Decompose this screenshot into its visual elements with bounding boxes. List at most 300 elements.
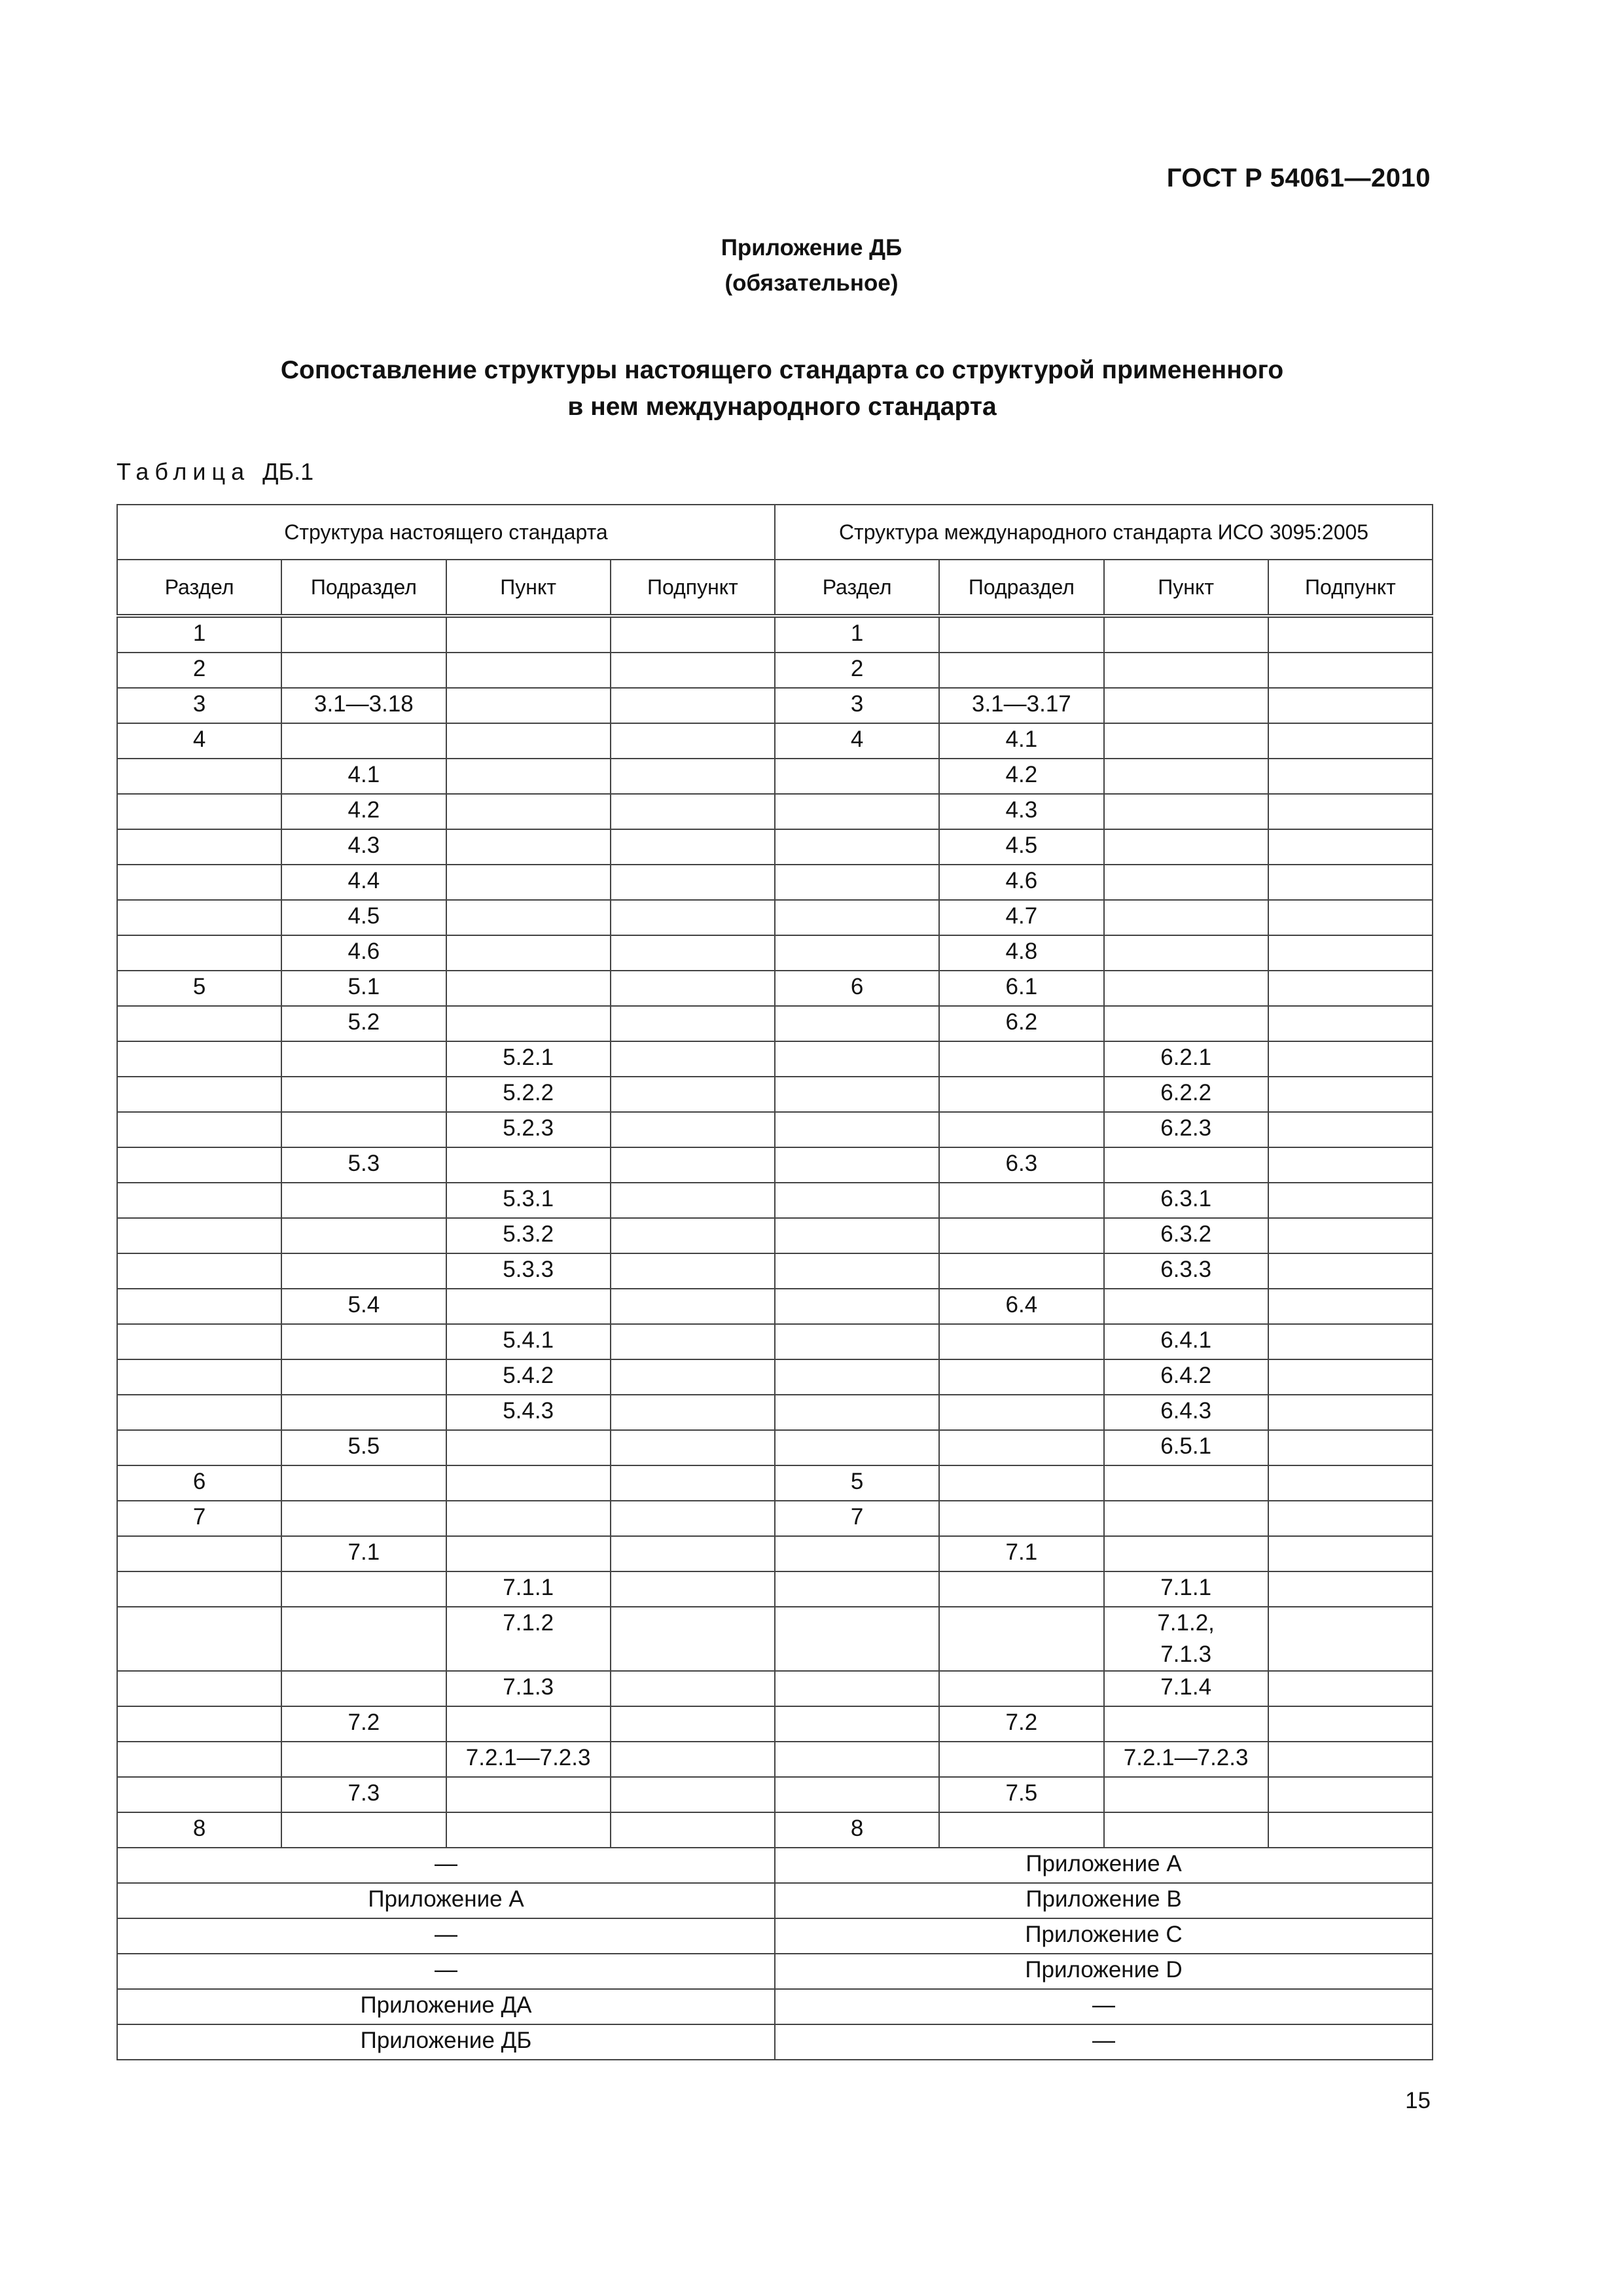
table-cell — [939, 1218, 1103, 1253]
table-row — [117, 1706, 1433, 1742]
table-cell — [446, 829, 611, 865]
table-row — [117, 1112, 1433, 1147]
column-header: Пункт — [1104, 560, 1268, 616]
table-cell — [281, 1218, 446, 1253]
table-cell — [117, 1359, 281, 1395]
table-cell — [1104, 723, 1268, 759]
table-cell — [611, 1671, 775, 1706]
table-cell — [117, 1324, 281, 1359]
table-cell — [611, 1395, 775, 1430]
table-cell: 7.1.1 — [446, 1571, 611, 1607]
table-cell: 7.1 — [281, 1536, 446, 1571]
table-cell — [939, 1395, 1103, 1430]
column-header: Раздел — [775, 560, 939, 616]
table-cell: 5.3.2 — [446, 1218, 611, 1253]
table-cell — [446, 1006, 611, 1041]
table-cell — [1268, 1777, 1433, 1812]
table-caption-word: Таблица — [116, 458, 251, 485]
table-cell: 4.1 — [281, 759, 446, 794]
appendix-cell: Приложение ДБ — [117, 2024, 775, 2060]
table-cell — [1268, 1006, 1433, 1041]
appendix-cell: — — [117, 1848, 775, 1883]
table-cell — [117, 1742, 281, 1777]
table-cell: 4.5 — [281, 900, 446, 935]
table-cell — [939, 653, 1103, 688]
table-row — [117, 829, 1433, 865]
table-cell: 7 — [775, 1501, 939, 1536]
table-cell — [611, 688, 775, 723]
table-cell — [611, 829, 775, 865]
table-cell — [1104, 794, 1268, 829]
table-row — [117, 1571, 1433, 1607]
appendix-cell: Приложение ДА — [117, 1989, 775, 2024]
table-cell — [1104, 865, 1268, 900]
table-cell — [1268, 1607, 1433, 1671]
table-cell — [939, 616, 1103, 653]
table-cell: 6 — [775, 971, 939, 1006]
table-cell — [939, 1359, 1103, 1395]
table-cell — [446, 1289, 611, 1324]
table-cell — [281, 1359, 446, 1395]
table-cell — [611, 1253, 775, 1289]
table-cell: 6.1 — [939, 971, 1103, 1006]
table-cell: 3.1—3.18 — [281, 688, 446, 723]
table-cell — [281, 1501, 446, 1536]
table-cell — [1104, 1536, 1268, 1571]
table-cell — [939, 1077, 1103, 1112]
table-cell — [1104, 759, 1268, 794]
table-cell — [775, 1536, 939, 1571]
table-cell — [117, 1041, 281, 1077]
table-cell: 5.5 — [281, 1430, 446, 1465]
appendix-cell: Приложение В — [775, 1883, 1433, 1918]
table-cell — [1268, 971, 1433, 1006]
table-cell: 7.3 — [281, 1777, 446, 1812]
table-row — [117, 759, 1433, 794]
appendix-cell: — — [117, 1918, 775, 1954]
table-caption — [116, 458, 313, 486]
table-cell — [281, 1607, 446, 1671]
table-cell — [281, 1112, 446, 1147]
table-cell — [1268, 1812, 1433, 1848]
table-cell: 7.1.4 — [1104, 1671, 1268, 1706]
table-cell — [611, 1742, 775, 1777]
table-row — [117, 1289, 1433, 1324]
table-cell: 1 — [775, 616, 939, 653]
group-header-iso-standard: Структура международного стандарта ИСО 3095:2005 — [775, 505, 1433, 560]
table-cell: 4.3 — [939, 794, 1103, 829]
table-cell — [1268, 1147, 1433, 1183]
table-cell — [611, 865, 775, 900]
table-column-header-row — [117, 560, 1433, 616]
table-cell — [611, 723, 775, 759]
table-cell — [117, 1147, 281, 1183]
table-cell: 6 — [117, 1465, 281, 1501]
table-cell — [1268, 794, 1433, 829]
appendix-row — [117, 1848, 1433, 1883]
table-cell — [117, 1571, 281, 1607]
table-cell: 6.4.2 — [1104, 1359, 1268, 1395]
table-cell — [939, 1671, 1103, 1706]
table-row — [117, 1607, 1433, 1671]
table-cell: 3 — [117, 688, 281, 723]
table-cell: 7.2 — [939, 1706, 1103, 1742]
table-cell — [775, 1183, 939, 1218]
table-cell: 5.4 — [281, 1289, 446, 1324]
table-cell — [1104, 1006, 1268, 1041]
table-cell — [1104, 1147, 1268, 1183]
table-cell — [1104, 1706, 1268, 1742]
table-cell: 7.5 — [939, 1777, 1103, 1812]
table-cell — [446, 759, 611, 794]
table-cell — [775, 1289, 939, 1324]
table-cell: 6.2 — [939, 1006, 1103, 1041]
table-cell — [775, 1041, 939, 1077]
table-cell — [775, 1777, 939, 1812]
appendix-title: Приложение ДБ — [721, 235, 902, 260]
table-cell — [281, 1671, 446, 1706]
table-cell — [775, 865, 939, 900]
table-row — [117, 1395, 1433, 1430]
table-cell: 1 — [117, 616, 281, 653]
table-cell: 6.5.1 — [1104, 1430, 1268, 1465]
table-cell: 6.4.3 — [1104, 1395, 1268, 1430]
table-cell — [117, 1536, 281, 1571]
table-cell — [446, 653, 611, 688]
table-cell: 5 — [775, 1465, 939, 1501]
table-cell-line: 7.1.3 — [1160, 1641, 1212, 1667]
table-cell — [281, 1183, 446, 1218]
table-cell — [1268, 1289, 1433, 1324]
table-cell — [446, 1501, 611, 1536]
table-cell — [446, 794, 611, 829]
table-cell — [611, 1289, 775, 1324]
table-cell — [611, 794, 775, 829]
table-cell — [611, 1112, 775, 1147]
table-row — [117, 1742, 1433, 1777]
column-header: Подраздел — [939, 560, 1103, 616]
table-cell: 5.2.1 — [446, 1041, 611, 1077]
table-cell — [1268, 1671, 1433, 1706]
table-cell — [611, 1465, 775, 1501]
table-cell — [611, 1147, 775, 1183]
table-cell — [1268, 1536, 1433, 1571]
table-cell — [117, 1112, 281, 1147]
table-cell — [281, 1571, 446, 1607]
table-cell: 2 — [117, 653, 281, 688]
table-cell — [939, 1812, 1103, 1848]
appendix-heading — [0, 230, 1623, 301]
table-cell: 6.2.1 — [1104, 1041, 1268, 1077]
table-row — [117, 971, 1433, 1006]
table-cell — [611, 900, 775, 935]
table-cell — [775, 1324, 939, 1359]
table-cell — [775, 829, 939, 865]
table-row — [117, 1324, 1433, 1359]
table-cell — [939, 1430, 1103, 1465]
table-row — [117, 1430, 1433, 1465]
appendix-row — [117, 2024, 1433, 2060]
column-header: Пункт — [446, 560, 611, 616]
table-cell — [446, 688, 611, 723]
table-cell — [1268, 1324, 1433, 1359]
table-row — [117, 1253, 1433, 1289]
table-cell: 4.6 — [939, 865, 1103, 900]
appendix-row — [117, 1918, 1433, 1954]
table-cell — [117, 1430, 281, 1465]
table-cell — [1268, 1465, 1433, 1501]
table-cell — [446, 616, 611, 653]
appendix-cell: Приложение D — [775, 1954, 1433, 1989]
table-cell — [446, 900, 611, 935]
table-cell: 4.3 — [281, 829, 446, 865]
table-cell — [281, 653, 446, 688]
table-cell — [775, 759, 939, 794]
table-cell: 6.4 — [939, 1289, 1103, 1324]
appendix-row — [117, 1883, 1433, 1918]
table-row — [117, 723, 1433, 759]
table-cell — [117, 1777, 281, 1812]
table-cell — [611, 1218, 775, 1253]
table-cell: 7.1.3 — [446, 1671, 611, 1706]
column-header: Подпункт — [611, 560, 775, 616]
table-row — [117, 1006, 1433, 1041]
table-cell — [446, 971, 611, 1006]
table-cell — [611, 1706, 775, 1742]
table-cell — [1104, 935, 1268, 971]
table-row — [117, 1812, 1433, 1848]
table-cell — [611, 935, 775, 971]
page-number: 15 — [1405, 2088, 1431, 2113]
table-cell — [446, 865, 611, 900]
table-row — [117, 616, 1433, 653]
table-cell — [611, 1536, 775, 1571]
table-cell — [1268, 900, 1433, 935]
table-cell: 6.3.2 — [1104, 1218, 1268, 1253]
table-cell — [611, 1359, 775, 1395]
table-cell — [611, 653, 775, 688]
table-row — [117, 1218, 1433, 1253]
table-row — [117, 1359, 1433, 1395]
table-cell — [1104, 829, 1268, 865]
table-cell — [611, 971, 775, 1006]
table-cell — [775, 1395, 939, 1430]
document-code: ГОСТ Р 54061—2010 — [1166, 164, 1431, 192]
table-cell: 5.4.1 — [446, 1324, 611, 1359]
table-cell — [446, 935, 611, 971]
table-cell: 6.3.1 — [1104, 1183, 1268, 1218]
table-cell — [117, 865, 281, 900]
table-cell — [939, 1465, 1103, 1501]
table-cell — [1268, 1218, 1433, 1253]
table-row — [117, 688, 1433, 723]
table-caption-number: ДБ.1 — [262, 458, 314, 485]
table-cell: 4.1 — [939, 723, 1103, 759]
table-cell — [117, 935, 281, 971]
table-cell — [446, 1706, 611, 1742]
table-cell — [1268, 616, 1433, 653]
table-cell: 7.1.1 — [1104, 1571, 1268, 1607]
table-cell — [939, 1041, 1103, 1077]
table-cell — [939, 1324, 1103, 1359]
table-cell — [1268, 1077, 1433, 1112]
table-cell — [281, 1077, 446, 1112]
table-cell — [1104, 1812, 1268, 1848]
table-cell — [1268, 1742, 1433, 1777]
table-cell — [1268, 1706, 1433, 1742]
table-cell — [775, 1607, 939, 1671]
table-cell — [117, 1253, 281, 1289]
table-cell — [775, 1706, 939, 1742]
table-cell: 6.3 — [939, 1147, 1103, 1183]
table-cell — [939, 1607, 1103, 1671]
table-cell: 4.8 — [939, 935, 1103, 971]
table-cell — [117, 1607, 281, 1671]
table-cell — [775, 900, 939, 935]
table-cell — [117, 1218, 281, 1253]
table-cell — [611, 1077, 775, 1112]
table-cell — [1268, 1395, 1433, 1430]
table-cell: 5.3.1 — [446, 1183, 611, 1218]
table-cell — [281, 616, 446, 653]
column-header: Подпункт — [1268, 560, 1433, 616]
table-cell — [117, 1395, 281, 1430]
appendix-cell: Приложение А — [775, 1848, 1433, 1883]
table-cell: 5.1 — [281, 971, 446, 1006]
table-cell — [1104, 1607, 1268, 1671]
table-cell — [1268, 759, 1433, 794]
table-cell — [1268, 935, 1433, 971]
table-cell — [117, 900, 281, 935]
table-cell — [611, 1041, 775, 1077]
table-cell: 4.2 — [939, 759, 1103, 794]
table-cell — [611, 1324, 775, 1359]
table-cell — [611, 1501, 775, 1536]
table-cell: 6.2.2 — [1104, 1077, 1268, 1112]
table-cell — [611, 1006, 775, 1041]
table-cell — [939, 1742, 1103, 1777]
table-cell: 5.3.3 — [446, 1253, 611, 1289]
table-cell — [446, 1812, 611, 1848]
table-cell — [611, 1777, 775, 1812]
table-cell — [281, 1395, 446, 1430]
table-cell — [117, 1289, 281, 1324]
table-cell — [281, 1465, 446, 1501]
table-cell: 4 — [775, 723, 939, 759]
table-cell: 6.2.3 — [1104, 1112, 1268, 1147]
table-cell: 7.1.2 — [446, 1607, 611, 1671]
table-cell — [1268, 1253, 1433, 1289]
table-cell — [117, 1077, 281, 1112]
table-cell — [775, 1253, 939, 1289]
table-cell — [1268, 1501, 1433, 1536]
table-cell: 4.4 — [281, 865, 446, 900]
table-cell — [775, 794, 939, 829]
table-cell: 5.2.2 — [446, 1077, 611, 1112]
table-cell: 6.3.3 — [1104, 1253, 1268, 1289]
table-cell: 8 — [775, 1812, 939, 1848]
table-cell — [1268, 1571, 1433, 1607]
appendix-cell: Приложение С — [775, 1918, 1433, 1954]
table-cell — [281, 1324, 446, 1359]
table-cell — [117, 1006, 281, 1041]
table-cell — [1104, 688, 1268, 723]
table-cell: 8 — [117, 1812, 281, 1848]
table-cell — [117, 1706, 281, 1742]
table-cell — [1104, 653, 1268, 688]
table-cell — [1104, 1501, 1268, 1536]
table-cell: 7.1 — [939, 1536, 1103, 1571]
table-cell — [281, 1812, 446, 1848]
table-row — [117, 1465, 1433, 1501]
table-cell — [775, 1077, 939, 1112]
table-cell — [775, 935, 939, 971]
table-cell: 3.1—3.17 — [939, 688, 1103, 723]
table-cell: 2 — [775, 653, 939, 688]
table-cell — [281, 1742, 446, 1777]
table-cell — [611, 616, 775, 653]
table-row — [117, 1147, 1433, 1183]
table-cell — [775, 1359, 939, 1395]
table-cell — [446, 1465, 611, 1501]
table-cell — [775, 1112, 939, 1147]
appendix-cell: — — [775, 2024, 1433, 2060]
table-row — [117, 1501, 1433, 1536]
table-cell-line: 7.1.2, — [1157, 1610, 1215, 1636]
group-header-this-standard: Структура настоящего стандарта — [117, 505, 775, 560]
table-row — [117, 935, 1433, 971]
table-cell — [775, 1218, 939, 1253]
table-cell — [117, 759, 281, 794]
table-cell — [446, 1147, 611, 1183]
appendix-row — [117, 1989, 1433, 2024]
table-cell: 6.4.1 — [1104, 1324, 1268, 1359]
table-cell: 5 — [117, 971, 281, 1006]
table-cell — [611, 1812, 775, 1848]
table-cell — [281, 723, 446, 759]
table-cell: 4.6 — [281, 935, 446, 971]
table-cell — [775, 1430, 939, 1465]
table-cell — [117, 829, 281, 865]
table-cell: 5.4.3 — [446, 1395, 611, 1430]
table-cell — [939, 1253, 1103, 1289]
structure-comparison-table — [116, 504, 1433, 2060]
table-cell — [1268, 829, 1433, 865]
table-row — [117, 794, 1433, 829]
table-cell — [1268, 1359, 1433, 1395]
table-cell — [1268, 865, 1433, 900]
table-cell: 7 — [117, 1501, 281, 1536]
table-cell — [1268, 1041, 1433, 1077]
table-cell: 5.2 — [281, 1006, 446, 1041]
table-cell: 7.2 — [281, 1706, 446, 1742]
table-row — [117, 1183, 1433, 1218]
table-cell — [446, 1536, 611, 1571]
table-row — [117, 1671, 1433, 1706]
table-cell: 5.2.3 — [446, 1112, 611, 1147]
table-cell — [611, 1430, 775, 1465]
table-row — [117, 900, 1433, 935]
column-header: Подраздел — [281, 560, 446, 616]
column-header: Раздел — [117, 560, 281, 616]
table-cell: 3 — [775, 688, 939, 723]
table-cell — [1268, 1430, 1433, 1465]
table-cell — [117, 794, 281, 829]
table-cell — [281, 1253, 446, 1289]
table-cell — [1268, 723, 1433, 759]
appendix-cell: Приложение А — [117, 1883, 775, 1918]
table-cell — [775, 1742, 939, 1777]
